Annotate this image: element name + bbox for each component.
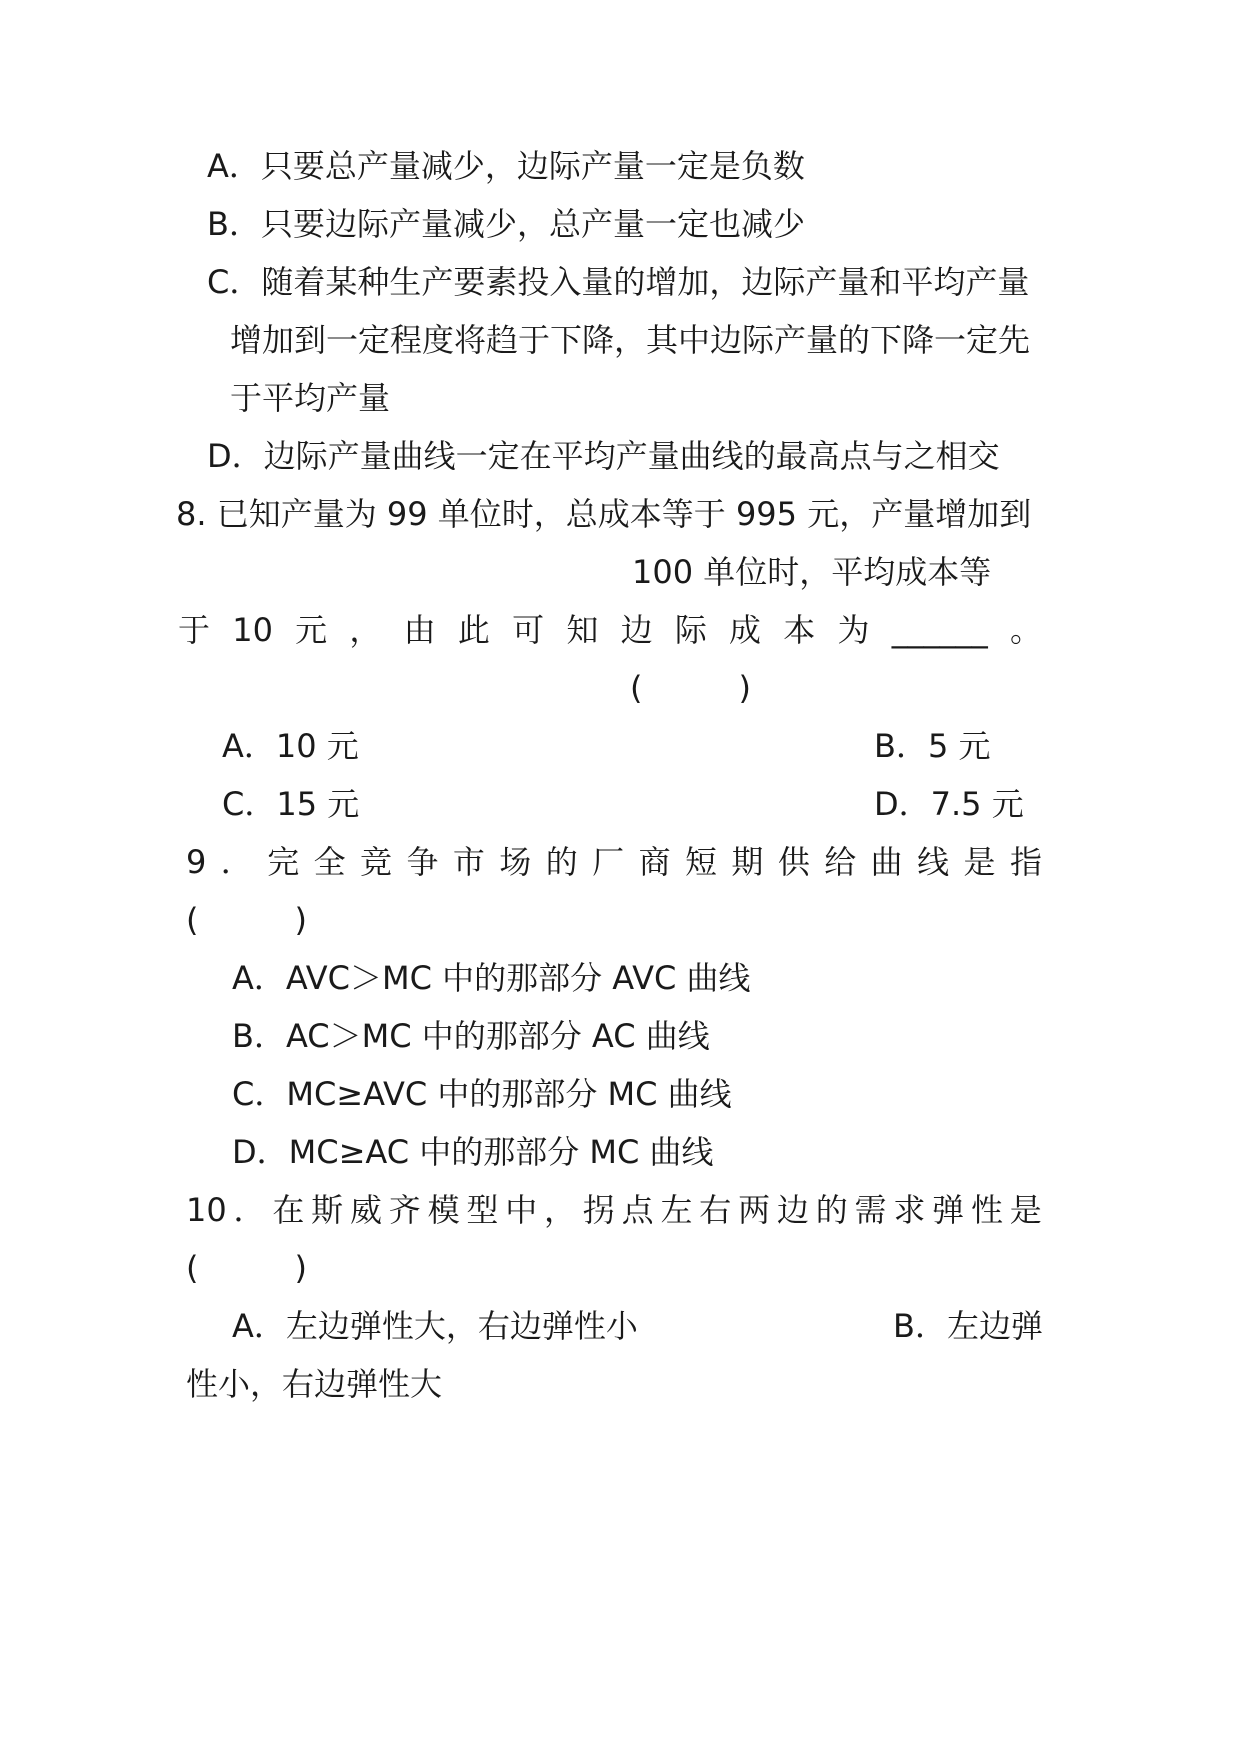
q10-token: 拐 xyxy=(582,1191,615,1229)
q9-token: 短 xyxy=(684,843,717,881)
q10-token: 右 xyxy=(699,1191,732,1229)
q10-token: 模 xyxy=(427,1191,460,1229)
q9-token: ． xyxy=(220,843,253,881)
q9-token: 指 xyxy=(1009,843,1042,881)
q9-token: 竞 xyxy=(360,843,393,881)
q9-token: 完 xyxy=(267,843,300,881)
q8-option-c: C．15 元 xyxy=(222,785,360,823)
q9-option-b: B．AC＞MC 中的那部分 AC 曲线 xyxy=(232,1017,710,1055)
q8-token: 本 xyxy=(783,611,816,649)
q9-token: 商 xyxy=(638,843,671,881)
q10-token: 点 xyxy=(621,1191,654,1229)
q9-token: 9 xyxy=(186,843,207,881)
q8-token: 际 xyxy=(674,611,707,649)
q10-token: 左 xyxy=(660,1191,693,1229)
q7-option-a: A．只要总产量减少，边际产量一定是负数 xyxy=(207,147,805,185)
q10-token: 求 xyxy=(893,1191,926,1229)
q8-token: 知 xyxy=(566,611,599,649)
q9-answer-paren: ( ) xyxy=(186,901,307,939)
q8-token: 边 xyxy=(620,611,653,649)
q10-token: 弹 xyxy=(932,1191,965,1229)
q7-option-c-line2: 增加到一定程度将趋于下降，其中边际产量的下降一定先 xyxy=(230,321,1031,359)
q10-stem-line1 xyxy=(186,1188,1042,1232)
q10-token: 两 xyxy=(738,1191,771,1229)
q8-option-a: A．10 元 xyxy=(222,727,359,765)
q9-option-d: D．MC≥AC 中的那部分 MC 曲线 xyxy=(232,1133,714,1171)
q10-token: 斯 xyxy=(311,1191,344,1229)
q10-token: 10 xyxy=(186,1191,227,1229)
q9-token: 全 xyxy=(313,843,346,881)
q9-option-c: C．MC≥AVC 中的那部分 MC 曲线 xyxy=(232,1075,732,1113)
q8-token: 为 xyxy=(837,611,870,649)
q9-token: 场 xyxy=(499,843,532,881)
q10-token: 是 xyxy=(1009,1191,1042,1229)
q8-answer-paren: ( ) xyxy=(630,669,751,707)
q10-option-b-part2: 性小，右边弹性大 xyxy=(186,1365,443,1403)
q8-token: 于 xyxy=(178,611,211,649)
q9-token: 给 xyxy=(824,843,857,881)
q8-token: 元 xyxy=(295,611,328,649)
q7-option-c-line3: 于平均产量 xyxy=(230,379,391,417)
q10-token: 中 xyxy=(505,1191,538,1229)
q10-token: 需 xyxy=(854,1191,887,1229)
q7-option-c-line1: C．随着某种生产要素投入量的增加，边际产量和平均产量 xyxy=(207,263,1030,301)
q8-token: 成 xyxy=(729,611,762,649)
q10-token: 性 xyxy=(970,1191,1003,1229)
q9-token: 期 xyxy=(731,843,764,881)
q9-token: 争 xyxy=(406,843,439,881)
q8-option-d: D．7.5 元 xyxy=(874,785,1024,823)
q10-answer-paren: ( ) xyxy=(186,1249,307,1287)
q8-option-b: B．5 元 xyxy=(874,727,991,765)
q10-token: ． xyxy=(233,1191,266,1229)
q9-option-a: A．AVC＞MC 中的那部分 AVC 曲线 xyxy=(232,959,751,997)
q8-stem-line3 xyxy=(178,608,1042,652)
q9-token: 供 xyxy=(777,843,810,881)
q8-token: 可 xyxy=(512,611,545,649)
q10-option-b-part1: B．左边弹 xyxy=(893,1307,1043,1345)
q8-token: 10 xyxy=(232,611,273,649)
q10-token: 在 xyxy=(272,1191,305,1229)
q8-stem-line1: 8. 已知产量为 99 单位时，总成本等于 995 元，产量增加到 xyxy=(176,495,1032,533)
q9-token: 曲 xyxy=(870,843,903,881)
q10-option-a: A．左边弹性大，右边弹性小 xyxy=(232,1307,638,1345)
q9-token: 厂 xyxy=(592,843,625,881)
q10-token: 型 xyxy=(466,1191,499,1229)
q9-token: 线 xyxy=(917,843,950,881)
q8-blank: ______ xyxy=(891,611,988,649)
q8-token: 由 xyxy=(403,611,436,649)
q10-token: 威 xyxy=(349,1191,382,1229)
q10-token: 的 xyxy=(815,1191,848,1229)
q8-token: 此 xyxy=(457,611,490,649)
q8-token: 。 xyxy=(1009,611,1042,649)
q8-token: ， xyxy=(349,611,382,649)
q9-token: 的 xyxy=(545,843,578,881)
q7-option-d: D．边际产量曲线一定在平均产量曲线的最高点与之相交 xyxy=(207,437,1000,475)
q10-token: 齐 xyxy=(388,1191,421,1229)
q7-option-b: B．只要边际产量减少，总产量一定也减少 xyxy=(207,205,805,243)
q9-token: 是 xyxy=(963,843,996,881)
q8-stem-line2: 100 单位时，平均成本等 xyxy=(632,553,992,591)
q9-stem-line1 xyxy=(186,840,1042,884)
q9-token: 市 xyxy=(452,843,485,881)
q10-token: ， xyxy=(544,1191,577,1229)
q10-token: 边 xyxy=(776,1191,809,1229)
